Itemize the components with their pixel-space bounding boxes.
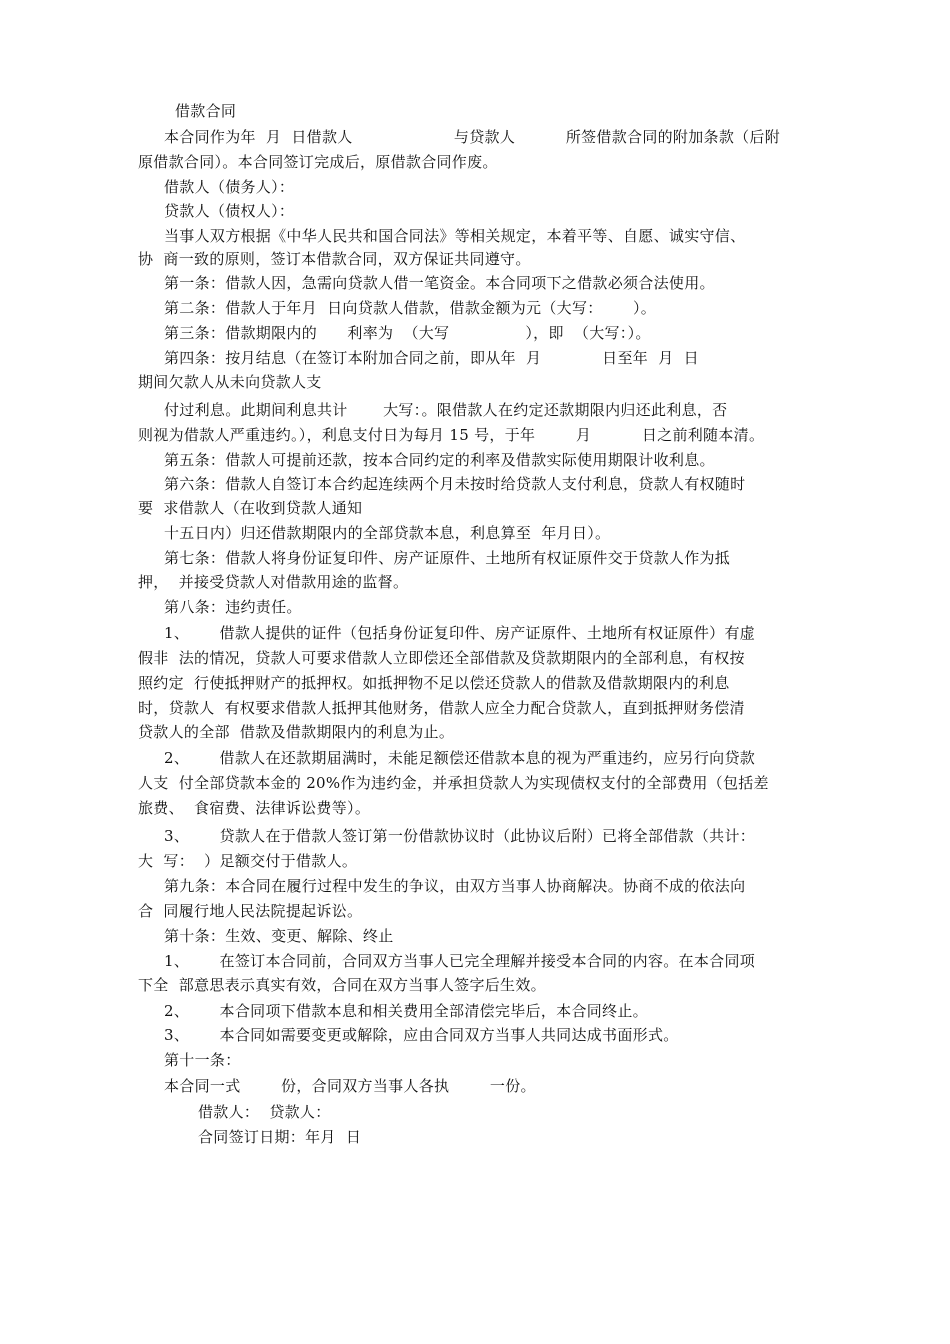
clause-line: 十五日内）归还借款期限内的全部贷款本息，利息算至 年月日）。	[164, 524, 611, 542]
clause-line: 要 求借款人（在收到贷款人通知	[138, 499, 363, 517]
clause-heading: 第十一条：	[164, 1051, 241, 1069]
clause-line: 第六条：借款人自签订本合约起连续两个月未按时给贷款人支付利息，贷款人有权随时	[164, 475, 746, 493]
clause-item: 大 写： ）足额交付于借款人。	[138, 852, 358, 870]
clause-item: 时，贷款人 有权要求借款人抵押其他财务，借款人应全力配合贷款人，直到抵押财务偿清	[138, 699, 745, 717]
clause-item: 3、 本合同如需要变更或解除，应由合同双方当事人共同达成书面形式。	[164, 1026, 679, 1044]
signature-line: 借款人： 贷款人：	[198, 1103, 331, 1121]
clause-item: 1、 借款人提供的证件（包括身份证复印件、房产证原件、土地所有权证原件）有虚	[164, 624, 756, 642]
clause-line: 第四条：按月结息（在签订本附加合同之前，即从年 月 日至年 月 日	[164, 349, 699, 367]
clause-line: 第九条：本合同在履行过程中发生的争议，由双方当事人协商解决。协商不成的依法向	[164, 877, 746, 895]
clause-item: 假非 法的情况，贷款人可要求借款人立即偿还全部借款及贷款期限内的全部利息，有权按	[138, 649, 745, 667]
clause-item: 贷款人的全部 借款及借款期限内的利息为止。	[138, 723, 455, 741]
clause-line: 第一条：借款人因，急需向贷款人借一笔资金。本合同项下之借款必须合法使用。	[164, 274, 715, 292]
clause-item: 2、 本合同项下借款本息和相关费用全部清偿完毕后，本合同终止。	[164, 1002, 648, 1020]
clause-line: 合 同履行地人民法院提起诉讼。	[138, 902, 363, 920]
clause-item: 下全 部意思表示真实有效，合同在双方当事人签字后生效。	[138, 976, 546, 994]
paragraph-line: 原借款合同）。本合同签订完成后，原借款合同作废。	[138, 153, 498, 171]
signing-date-line: 合同签订日期：年月 日	[198, 1128, 362, 1146]
copies-line: 本合同一式 份，合同双方当事人各执 一份。	[164, 1077, 536, 1095]
clause-item: 2、 借款人在还款期届满时，未能足额偿还借款本息的视为严重违约，应另行向贷款	[164, 749, 756, 767]
clause-line: 第三条：借款期限内的 利率为 （大写 ），即 （大写：）。	[164, 324, 651, 342]
clause-heading: 第十条：生效、变更、解除、终止	[164, 927, 394, 945]
clause-line: 押， 并接受贷款人对借款用途的监督。	[138, 573, 409, 591]
clause-item: 人支 付全部贷款本金的 20%作为违约金，并承担贷款人为实现债权支付的全部费用（包括差	[138, 774, 769, 792]
clause-line: 付过利息。此期间利息共计 大写：。限借款人在约定还款期限内归还此利息，否	[164, 401, 728, 419]
clause-item: 照约定 行使抵押财产的抵押权。如抵押物不足以偿还贷款人的借款及借款期限内的利息	[138, 674, 730, 692]
paragraph-line: 当事人双方根据《中华人民共和国合同法》等相关规定，本着平等、自愿、诚实守信、	[164, 227, 746, 245]
borrower-line: 借款人（债务人）：	[164, 178, 295, 196]
clause-line: 则视为借款人严重违约。），利息支付日为每月 15 号，于年 月 日之前利随本清。	[138, 426, 765, 444]
clause-item: 3、 贷款人在于借款人签订第一份借款协议时（此协议后附）已将全部借款（共计：	[164, 827, 756, 845]
paragraph-line: 协 商一致的原则，签订本借款合同，双方保证共同遵守。	[138, 250, 531, 268]
clause-item: 旅费、 食宿费、法律诉讼费等）。	[138, 799, 371, 817]
clause-line: 第七条：借款人将身份证复印件、房产证原件、土地所有权证原件交于贷款人作为抵	[164, 549, 731, 567]
document-title: 借款合同	[175, 102, 237, 120]
clause-item: 1、 在签订本合同前，合同双方当事人已完全理解并接受本合同的内容。在本合同项	[164, 952, 756, 970]
clause-line: 第五条：借款人可提前还款，按本合同约定的利率及借款实际使用期限计收利息。	[164, 451, 715, 469]
clause-line: 第二条：借款人于年月 日向贷款人借款，借款金额为元（大写： ）。	[164, 299, 657, 317]
paragraph-line: 本合同作为年 月 日借款人 与贷款人 所签借款合同的附加条款（后附	[164, 128, 781, 146]
clause-heading: 第八条：违约责任。	[164, 598, 302, 616]
clause-line: 期间欠款人从未向贷款人支	[138, 373, 322, 391]
lender-line: 贷款人（债权人）：	[164, 202, 295, 220]
